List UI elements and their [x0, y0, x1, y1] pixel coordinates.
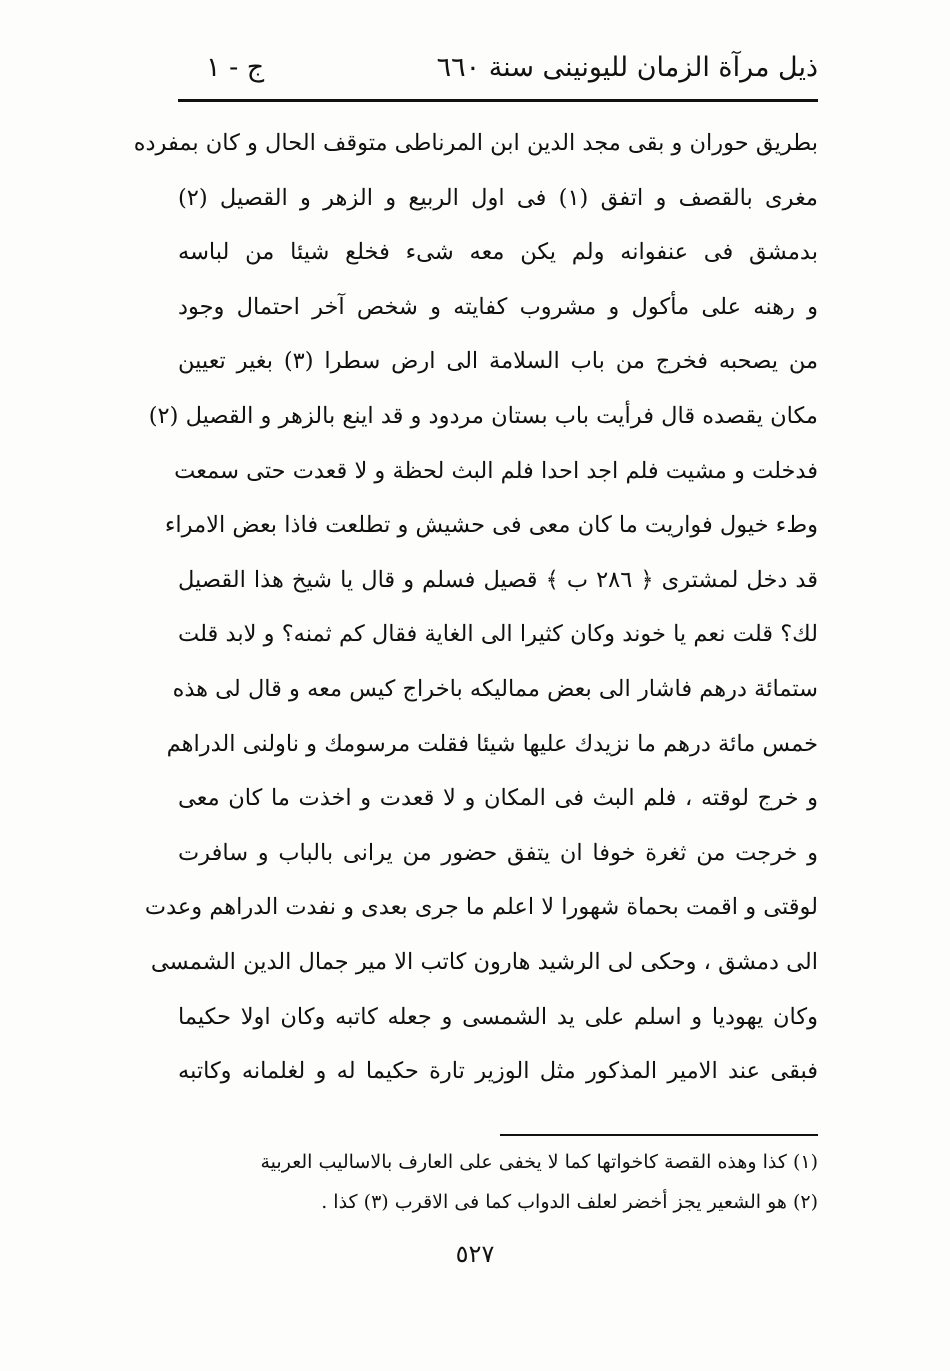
text-line: وطء خيول فواريت ما كان معى فى حشيش و تطلعت فاذا بعض الامراء [164, 512, 818, 539]
text-line: و خرجت من ثغرة خوفا ان يتفق حضور من يرانى بالباب و سافرت [178, 839, 818, 866]
footnote: (١) كذا وهذه القصة كاخواتها كما لا يخفى على العارف بالاساليب العربية [260, 1151, 818, 1173]
text-line: و خرج لوقته ، فلم البث فى المكان و لا قعدت و اخذت ما كان معى [178, 785, 818, 812]
text-line: فبقى عند الامير المذكور مثل الوزير تارة حكيما له و لغلمانه وكاتبه [178, 1058, 818, 1085]
text-line: قد دخل لمشترى ﴿ ٢٨٦ ب ﴾ قصيل فسلم و قال يا شيخ هذا القصيل [178, 566, 818, 593]
text-line: ستمائة درهم فاشار الى بعض مماليكه باخراج كيس معه و قال لى هذه [172, 675, 818, 702]
text-line: بطريق حوران و بقى مجد الدين ابن المرناطى متوقف الحال و كان بمفرده [133, 130, 818, 156]
footnotes [178, 1142, 818, 1222]
text-line: مكان يقصده قال فرأيت باب بستان مردود و قد اينع بالزهر و القصيل (٢) [148, 402, 818, 429]
text-line: من يصحبه فخرج من باب السلامة الى ارض سطرا (٣) بغير تعيين [178, 348, 818, 375]
text-line: و رهنه على مأكول و مشروب كفايته و شخص آخر احتمال وجود [178, 293, 818, 320]
text-line: خمس مائة درهم ما نزيدك عليها شيئا فقلت مرسومك و ناولنى الدراهم [166, 730, 818, 757]
running-title: ذيل مرآة الزمان لليونينى سنة ٦٦٠ [436, 52, 818, 83]
footnote: (٢) هو الشعير يجز أخضر لعلف الدواب كما فى الاقرب (٣) كذا . [321, 1191, 818, 1213]
text-line: مغرى بالقصف و اتفق (١) فى اول الربيع و الزهر و القصيل (٢) [178, 184, 818, 211]
text-line: لوقتى و اقمت بحماة شهورا لا اعلم ما جرى بعدى و نفدت الدراهم وعدت [144, 894, 818, 921]
text-line: وكان يهوديا و اسلم على يد الشمسى و جعله كاتبه وكان اولا حكيما [178, 1003, 818, 1030]
footnote-rule [500, 1134, 818, 1136]
text-line: بدمشق فى عنفوانه ولم يكن معه شىء فخلع شيئا من لباسه [178, 239, 818, 266]
volume-number: ج - ١ [206, 52, 265, 83]
body-text [133, 116, 818, 1099]
text-line: لك؟ قلت نعم يا خوند وكان كثيرا الى الغاية فقال كم ثمنه؟ و لابد قلت [178, 621, 818, 648]
page-number: ٥٢٧ [455, 1240, 495, 1268]
header-rule [178, 99, 818, 102]
text-line: فدخلت و مشيت فلم اجد احدا فلم البث لحظة و لا قعدت حتى سمعت [174, 457, 818, 484]
page-header [178, 48, 818, 98]
text-line: الى دمشق ، وحكى لى الرشيد هارون كاتب الا مير جمال الدين الشمسى [150, 948, 818, 975]
